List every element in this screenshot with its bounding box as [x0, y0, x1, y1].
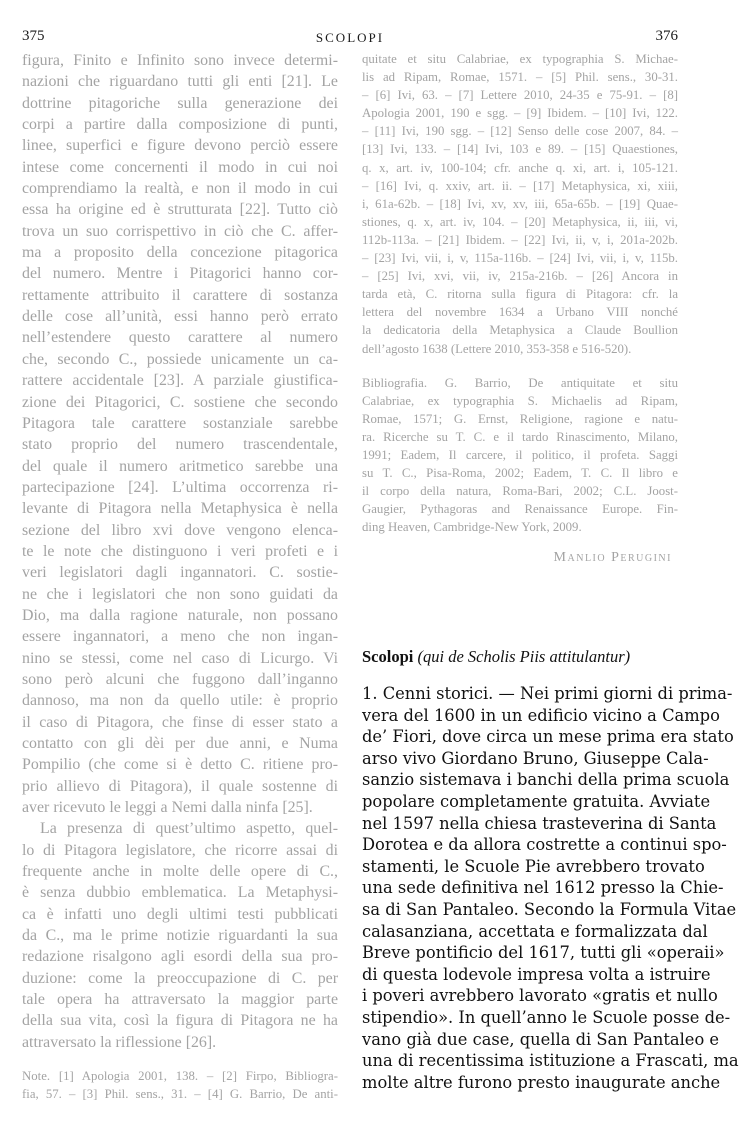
- text-line: di questa lodevole impresa volta a istruire: [362, 964, 711, 984]
- right-page-number: 376: [655, 28, 678, 44]
- text-line: nino se stessi, come nel caso di Licurgo. Vi: [22, 649, 338, 667]
- note-line: q. x, art. iv, 100-104; cfr. anche q. xi, art. i, 105-121.: [362, 160, 678, 175]
- bibliography-line: il corpo della natura, Roma-Bari, 2002; C.L. Joost-: [362, 484, 678, 499]
- note-line: fia, 57. – [3] Phil. sens., 31. – [4] G. Barrio, De anti-: [22, 1087, 338, 1102]
- text-line: tale opera ha attraversato la maggior parte: [22, 991, 338, 1009]
- bibliography-line: Bibliografia. G. Barrio, De antiquitate et situ: [362, 375, 678, 390]
- entry-body: [362, 683, 739, 1093]
- note-line: dell’agosto 1638 (Lettere 2010, 353-358 e 516-520).: [362, 341, 632, 356]
- text-line: della sua vita, così la figura di Pitagora ne ha: [22, 1012, 338, 1030]
- text-line: stato proprio del numero trascendentale,: [22, 436, 338, 454]
- text-line: Pompilio (che come si è detto C. ritiene pro-: [22, 756, 338, 774]
- text-line: Breve pontificio del 1617, tutti gli «operaii»: [362, 943, 725, 963]
- text-line: del quale il numero aritmetico sarebbe una: [22, 457, 338, 475]
- text-line: partecipazione [24]. L’ultima occorrenza ri-: [22, 478, 338, 496]
- text-line: vera del 1600 in un edificio vicino a Campo: [362, 705, 720, 725]
- bibliography-line: su T. C., Pisa-Roma, 2002; Eadem, T. C. Il libro e: [362, 466, 678, 481]
- text-line: lo di Pitagora legislatore, che ricorre assai di: [22, 841, 338, 859]
- entry-subtitle: (qui de Scholis Piis attitulantur): [417, 647, 631, 666]
- text-line: sanzio sistemava i banchi della prima scuola: [362, 770, 730, 790]
- text-line: nazioni che riguardano tutti gli enti [21]. Le: [22, 73, 338, 91]
- text-line: Pitagora tale carattere sostanziale sarebbe: [22, 414, 338, 432]
- text-line: del numero. Mentre i Pitagorici hanno cor-: [22, 265, 338, 283]
- note-line: – [25] Ivi, xvi, vii, iv, 215a-216b. – [26] Ancora in: [362, 269, 678, 284]
- text-line: frequente anche in molte delle opere di C.,: [22, 863, 338, 881]
- text-line: ne che i legislatori che non sono guidati da: [22, 585, 338, 603]
- text-line: che, secondo C., possiede unicamente un ca-: [22, 350, 338, 368]
- text-line: Dorotea e da allora costrette a continui spo-: [362, 835, 727, 855]
- text-line: stipendio». In quell’anno le Scuole posse de-: [362, 1007, 731, 1027]
- text-line: calasanziana, accettata e formalizzata dal: [362, 921, 708, 941]
- text-line: delle cose all’unità, essi hanno però errato: [22, 308, 338, 326]
- text-line: essa ha origine ed è strutturata [22]. Tutto ciò: [22, 201, 338, 219]
- text-line: duzione: come la preoccupazione di C. per: [22, 969, 338, 987]
- text-line: levante di Pitagora nella Metaphysica è nella: [22, 500, 338, 518]
- text-line: comprendiamo la realtà, e non il modo in cui: [22, 180, 338, 198]
- note-line: – [23] Ivi, vii, i, v, 115a-116b. – [24] Ivi, vii, i, v, 115b.: [362, 251, 678, 266]
- text-line: 1. Cenni storici. — Nei primi giorni di prima-: [362, 684, 733, 703]
- text-line: sono però alcuni che fuggono dall’inganno: [22, 670, 338, 688]
- text-line: Dio, ma dalla ragione naturale, non possano: [22, 606, 338, 624]
- note-line: 112b-113a. – [21] Ibidem. – [22] Ivi, ii, v, i, 201a-202b.: [362, 232, 678, 247]
- text-line: redazione risalgono agli esordi della sua pro-: [22, 948, 338, 966]
- note-line: tarda età, C. ritorna sulla figura di Pitagora: cfr. la: [362, 287, 678, 302]
- text-line: La presenza di quest’ultimo aspetto, quel-: [40, 820, 338, 838]
- left-page-number: 375: [22, 28, 45, 44]
- left-column: [22, 50, 338, 1103]
- note-line: [13] Ivi, 133. – [14] Ivi, 103 e 89. – [15] Quaestiones,: [362, 142, 678, 157]
- text-line: nell’estendere questo carattere al numero: [22, 329, 338, 347]
- left-body-text: [22, 50, 338, 1053]
- entry-title: Scolopi: [362, 647, 414, 666]
- text-line: da C., ma le prime notizie riguardanti la sua: [22, 927, 338, 945]
- left-notes: [22, 1067, 338, 1103]
- text-line: te le note che distinguono i veri profeti e i: [22, 542, 338, 560]
- right-notes: [362, 50, 678, 358]
- note-line: – [11] Ivi, 190 sgg. – [12] Senso delle cose 2007, 84. –: [362, 124, 678, 139]
- text-line: essere ingannatori, a meno che non ingan-: [22, 628, 338, 646]
- note-line: i, 61a-62b. – [18] Ivi, xv, xv, iii, 65a-65b. – [19] Quae-: [362, 196, 678, 211]
- text-line: una sede definitiva nel 1612 presso la Chie-: [362, 878, 724, 898]
- note-line: quitate et situ Calabriae, ex typographia S. Michae-: [362, 52, 678, 66]
- text-line: sezione del libro xvi dove vengono elenca-: [22, 521, 338, 539]
- text-line: una di recentissima istituzione a Frascati, ma: [362, 1051, 739, 1071]
- text-line: prio allievo di Pitagora), il quale sostenne di: [22, 777, 338, 795]
- text-line: vano già due case, quella di San Pantaleo e: [362, 1029, 720, 1049]
- text-line: stamenti, le Scuole Pie avrebbero trovato: [362, 856, 705, 876]
- text-line: contatto con gli dèi per due anni, e Numa: [22, 735, 338, 752]
- text-line: sa di San Pantaleo. Secondo la Formula Vitae: [362, 899, 737, 919]
- text-line: aver ricevuto le leggi a Nemi dalla ninfa [25].: [22, 799, 313, 817]
- entry-heading: [362, 647, 678, 667]
- note-line: – [6] Ivi, 63. – [7] Lettere 2010, 24-35 e 75-91. – [8]: [362, 88, 678, 103]
- author-signature: Manlio Perugini: [553, 550, 672, 566]
- text-line: arso vivo Giordano Bruno, Giuseppe Cala-: [362, 748, 709, 768]
- text-line: trova un suo corrispettivo in ciò che C. affer-: [22, 222, 338, 240]
- text-line: de’ Fiori, dove circa un mese prima era stato: [362, 727, 734, 747]
- text-line: intese come concernenti il modo in cui noi: [22, 158, 338, 176]
- running-title: SCOLOPI: [315, 30, 385, 45]
- note-line: stiones, q. x, art. iv, 104. – [20] Metaphysica, ii, iii, vi,: [362, 214, 678, 229]
- bibliography: [362, 374, 678, 537]
- note-line: – [16] Ivi, q. xxiv, art. ii. – [17] Metaphysica, xi, xiii,: [362, 178, 678, 193]
- text-line: veri legislatori dagli ingannatori. C. sostie-: [22, 564, 338, 582]
- text-line: dottrine pitagoriche sulla generazione dei: [22, 94, 338, 112]
- text-line: nel 1597 nella chiesa trasteverina di Santa: [362, 813, 717, 833]
- text-line: ma a proposito della concezione pitagorica: [22, 244, 338, 262]
- bibliography-line: Calabriae, ex typographia S. Michaelis ad Ripam,: [362, 393, 678, 408]
- bibliography-line: Gaugier, Pythagoras and Renaissance Europe. Fin-: [362, 502, 678, 517]
- bibliography-line: 1991; Eadem, Il carcere, il politico, il profeta. Saggi: [362, 447, 678, 462]
- note-line: Note. [1] Apologia 2001, 138. – [2] Firpo, Bibliogra-: [22, 1069, 338, 1084]
- note-line: Apologia 2001, 190 e sgg. – [9] Ibidem. – [10] Ivi, 122.: [362, 106, 678, 121]
- text-line: figura, Finito e Infinito sono invece determi-: [22, 52, 338, 69]
- note-line: lettera del novembre 1634 a Urbano VIII nonché: [362, 305, 678, 320]
- text-line: popolare completamente gratuita. Avviate: [362, 791, 711, 811]
- right-column: [362, 50, 678, 566]
- text-line: linee, superfici e figure devono perciò essere: [22, 137, 338, 155]
- text-line: è senza dubbio emblematica. La Metaphysi-: [22, 884, 338, 902]
- bibliography-line: Romae, 1571; G. Ernst, Religione, ragione e natu-: [362, 411, 678, 426]
- note-line: la dedicatoria della Metaphysica a Claude Boullion: [362, 323, 678, 338]
- text-line: corpi a partire dalla composizione di punti,: [22, 116, 338, 134]
- text-line: attraversato la riflessione [26].: [22, 1033, 217, 1051]
- text-line: dannoso, ma non da quello utile: è proprio: [22, 692, 338, 710]
- text-line: ca è infatti uno degli ultimi testi pubblicati: [22, 905, 338, 923]
- text-line: il caso di Pitagora, che finse di esser stato a: [22, 713, 338, 731]
- text-line: zione dei Pitagorici, C. sostiene che secondo: [22, 393, 338, 411]
- text-line: molte altre furono presto inaugurate anche: [362, 1072, 721, 1092]
- bibliography-line: ra. Ricerche su T. C. e il tardo Rinascimento, Milano,: [362, 429, 678, 444]
- note-line: lis ad Ripam, Romae, 1571. – [5] Phil. sens., 30-31.: [362, 70, 678, 85]
- text-line: i poveri avrebbero lavorato «gratis et nullo: [362, 986, 718, 1006]
- bibliography-line: ding Heaven, Cambridge-New York, 2009.: [362, 520, 582, 535]
- text-line: rettamente attribuito il carattere di sostanza: [22, 286, 338, 304]
- text-line: rattere accidentale [23]. A parziale giustifica-: [22, 372, 338, 390]
